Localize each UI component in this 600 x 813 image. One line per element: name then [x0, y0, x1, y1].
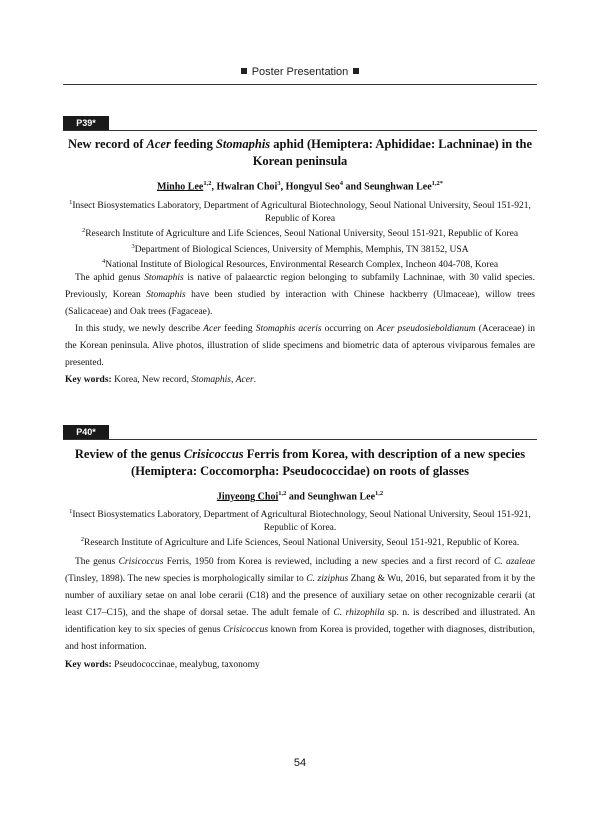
section-title: Poster Presentation	[251, 66, 349, 78]
paragraph: The aphid genus Stomaphis is native of palaearctic region belonging to subfamily Lachninae, with 30 valid species. Previously, Korean Stomaphis have been studied by interaction with Chinese hackberry (Ulmaceae), willow trees (Salicaceae) and Oak trees (Fagaceae).	[65, 273, 535, 317]
affiliation: $^2$Research Institute of Agriculture and Life Sciences, Seoul National University, Seoul 151-921, Republic of Korea.	[80, 536, 520, 549]
affiliation-list	[63, 506, 537, 550]
square-bullet-icon	[353, 68, 359, 74]
square-bullet-icon	[241, 68, 247, 74]
affiliation: $^2$Research Institute of Agriculture and Life Sciences, Seoul National University, Seoul 151-921, Republic of Korea	[81, 227, 519, 240]
affiliation: $^4$National Institute of Biological Resources, Environmental Research Complex, Incheon 404-708, Korea	[101, 258, 499, 271]
keywords: Key words: Korea, New record, Stomaphis, Acer.	[65, 375, 257, 385]
affiliation: $^3$Department of Biological Sciences, University of Memphis, Memphis, TN 38152, USA	[131, 242, 469, 255]
header-rule	[63, 84, 537, 85]
author-list: Minho Lee$^{1,2}$, Hwalran Choi$^3$, Hongyul Seo$^4$ and Seunghwan Lee$^{1,2*}$	[156, 180, 444, 193]
abstract-body	[65, 554, 535, 656]
section-rule	[63, 130, 537, 131]
keywords: Key words: Pseudococcinae, mealybug, taxonomy	[65, 660, 260, 670]
page-number: 54	[293, 757, 307, 769]
poster-label: P40*	[63, 425, 109, 439]
affiliation: $^1$Insect Biosystematics Laboratory, Department of Agricultural Biotechnology, Seoul National University, Seoul 151-921, Republic of Korea.	[69, 508, 531, 533]
affiliation-list	[63, 197, 537, 272]
poster-title: New record of Acer feeding Stomaphis aphid (Hemiptera: Aphididae: Lachninae) in the Korean peninsula	[67, 137, 533, 168]
paragraph: The genus Crisicoccus Ferris, 1950 from Korea is reviewed, including a new species and a first record of C. azaleae (Tinsley, 1898). The new species is morphologically similar to C. ziziphus Zhang & Wu, 2016, but separated from it by the number of auxiliary setae on anal lobe cerarii (C18) and the presence of auxiliary setae on other recognizable cerarii (at least C17–C15), and the shape of dorsal setae. The adult female of C. rhizophila sp. n. is described and illustrated. An identification key to six species of genus Crisicoccus known from Korea is provided, together with diagnoses, distribution, and host information.	[65, 557, 535, 652]
affiliation: $^1$Insect Biosystematics Laboratory, Department of Agricultural Biotechnology, Seoul National University, Seoul 151-921, Republic of Korea	[69, 199, 531, 224]
paragraph: In this study, we newly describe Acer feeding Stomaphis aceris occurring on Acer pseudosieboldianum (Aceraceae) in the Korean peninsula. Alive photos, illustration of slide specimens and biometric data of apterous viviparous females are presented.	[65, 324, 535, 368]
poster-title: Review of the genus Crisicoccus Ferris from Korea, with description of a new species (Hemiptera: Coccomorpha: Pseudococcidae) on roots of glasses	[74, 447, 526, 478]
section-rule	[63, 439, 537, 440]
running-header	[63, 66, 537, 78]
poster-label: P39*	[63, 116, 109, 130]
abstract-body	[65, 270, 535, 372]
author-list: Jinyeong Choi$^{1,2}$ and Seunghwan Lee$^{1,2}$	[216, 490, 384, 503]
